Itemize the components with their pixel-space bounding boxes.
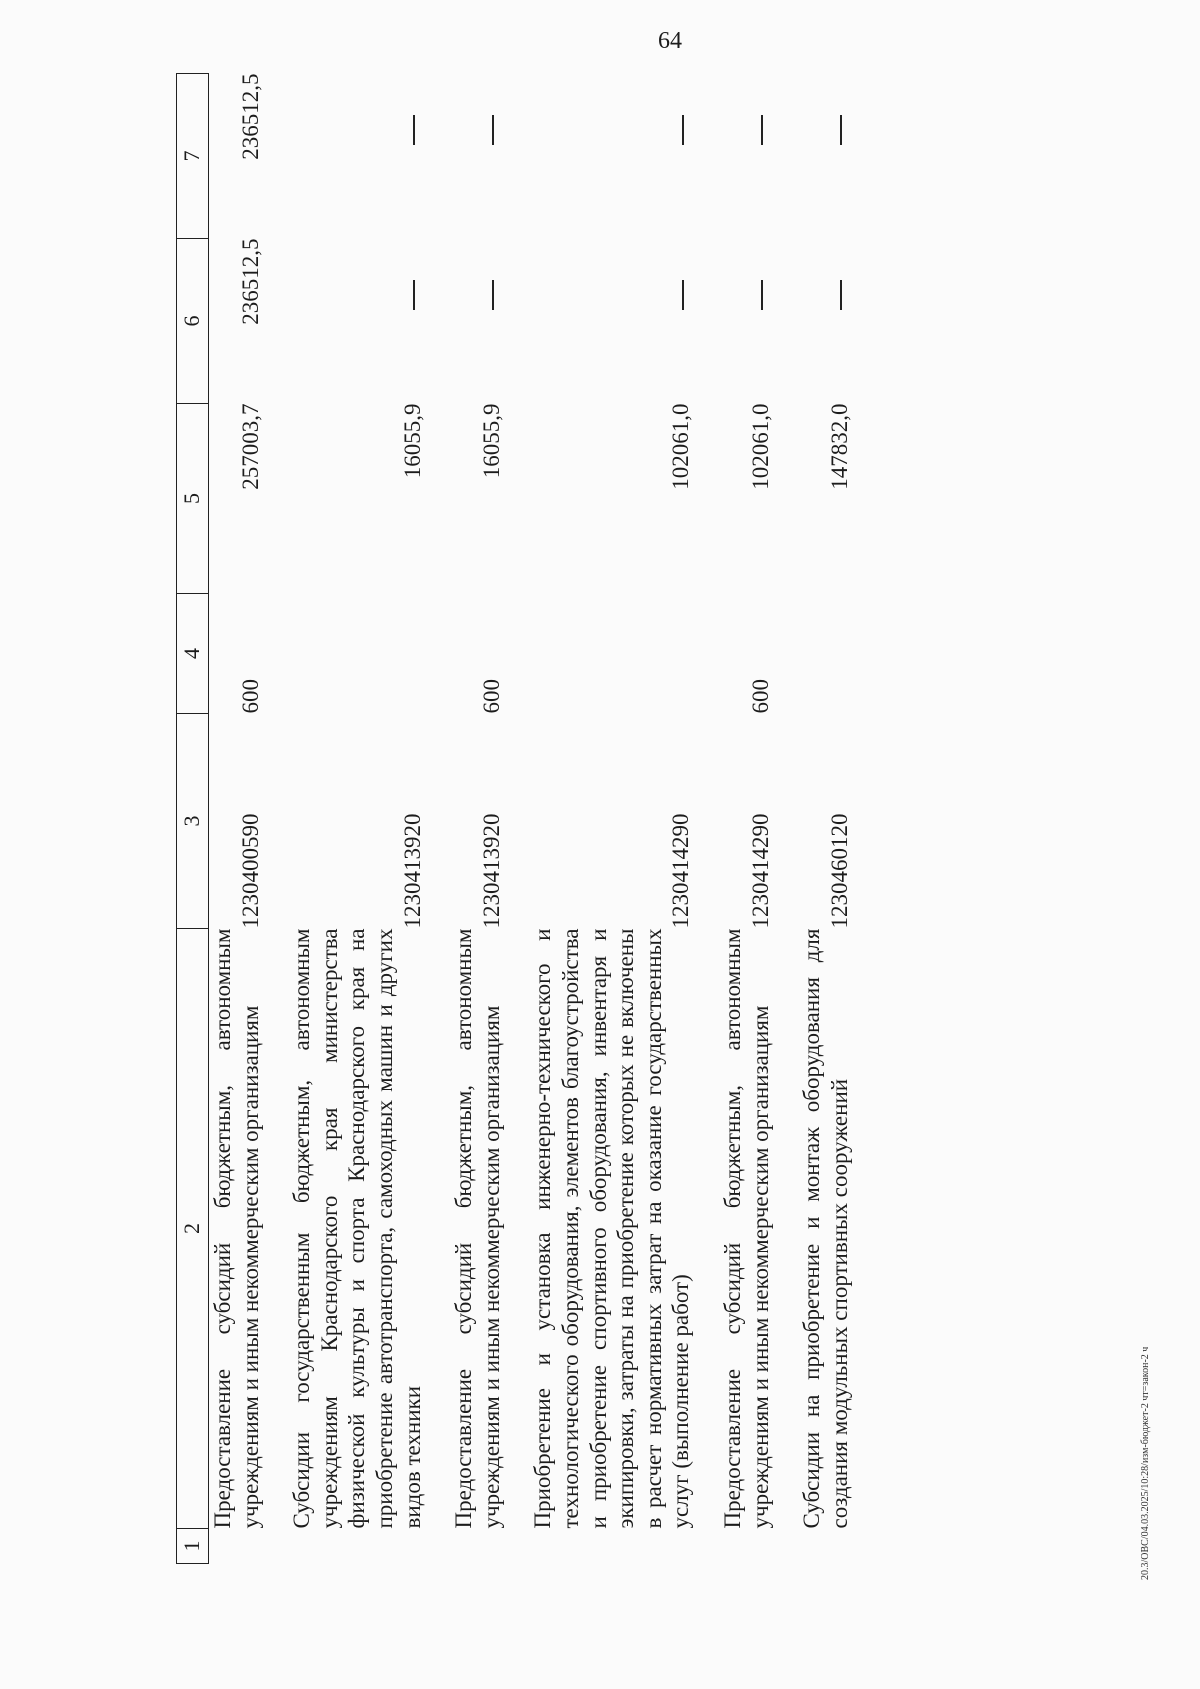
- row-type: 600: [478, 679, 504, 714]
- page-number: 64: [658, 28, 682, 54]
- dash-mark: [492, 116, 494, 146]
- row-amount-7: [529, 74, 695, 239]
- row-amount-7: [288, 74, 426, 239]
- rotated-table-container: [176, 74, 1066, 1564]
- row-code: 1230413920: [478, 813, 504, 929]
- dash-mark: [492, 281, 494, 311]
- row-description: Субсидии на приобретение и монтаж оборудования для создания модульных спортивных сооружений: [799, 928, 852, 1529]
- row-type: [798, 594, 853, 714]
- table-row: [719, 74, 774, 1564]
- column-header: 2: [177, 929, 209, 1529]
- row-amount-5: 102061,0: [668, 403, 694, 490]
- row-amount-6: [719, 239, 774, 404]
- dash-mark: [682, 281, 684, 311]
- table-row: [288, 74, 426, 1564]
- table-header-row: [177, 74, 209, 1564]
- row-code: 1230400590: [237, 813, 263, 929]
- table-row: [450, 74, 505, 1564]
- dash-mark: [413, 281, 415, 311]
- row-code: 1230414290: [668, 813, 694, 929]
- dash-mark: [413, 116, 415, 146]
- row-amount-5: 147832,0: [826, 403, 852, 490]
- row-amount-7: [719, 74, 774, 239]
- column-header: 6: [177, 239, 209, 404]
- row-amount-5: 102061,0: [747, 403, 773, 490]
- column-header: 5: [177, 404, 209, 594]
- row-amount-7: [450, 74, 505, 239]
- row-type: [288, 594, 426, 714]
- row-amount-5: 16055,9: [478, 403, 504, 479]
- row-amount-6: 236512,5: [237, 238, 263, 325]
- row-amount-6: [529, 239, 695, 404]
- document-footer-code: 20.3/ОВС/04.03.2025/10:28/изм-бюджет-2 чт=закон-2 ч: [1140, 1346, 1151, 1580]
- budget-table: [176, 73, 853, 1564]
- dash-mark: [761, 116, 763, 146]
- row-amount-7: [798, 74, 853, 239]
- dash-mark: [840, 281, 842, 311]
- row-amount-6: [288, 239, 426, 404]
- column-header: 1: [177, 1529, 209, 1564]
- column-header: 7: [177, 74, 209, 239]
- row-type: 600: [747, 679, 773, 714]
- row-amount-7: 236512,5: [237, 73, 263, 160]
- row-amount-5: 16055,9: [399, 403, 425, 479]
- table-row: [209, 74, 265, 1564]
- dash-mark: [682, 116, 684, 146]
- row-description: Субсидии государственным бюджетным, автономным учреждениям Краснодарского края министерства физической культуры и спорта Краснодарского края на приобретение автотранспорта, самоходных машин и других видов техники: [289, 928, 425, 1529]
- table-row: [798, 74, 853, 1564]
- row-amount-6: [450, 239, 505, 404]
- row-code: 1230413920: [399, 813, 425, 929]
- row-type: [529, 594, 695, 714]
- column-header: 4: [177, 594, 209, 714]
- row-description: Предоставление субсидий бюджетным, автономным учреждениям и иным некоммерческим организациям: [451, 928, 504, 1529]
- row-code: 1230460120: [826, 813, 852, 929]
- column-header: 3: [177, 714, 209, 929]
- row-amount-6: [798, 239, 853, 404]
- row-description: Предоставление субсидий бюджетным, автономным учреждениям и иным некоммерческим организациям: [719, 928, 773, 1529]
- row-code: 1230414290: [747, 813, 773, 929]
- row-amount-5: 257003,7: [237, 403, 263, 490]
- dash-mark: [761, 281, 763, 311]
- table-row: [529, 74, 695, 1564]
- row-type: 600: [237, 679, 263, 714]
- row-description: Предоставление субсидий бюджетным, автономным учреждениям и иным некоммерческим организациям: [210, 928, 263, 1529]
- row-description: Приобретение и установка инженерно-технического и технологического оборудования, элементов благоустройства и приобретение спортивного оборудования, инвентаря и экипировки, затраты на приобретение которых не включены в расчет нормативных затрат на оказание государственных услуг (выполнение работ): [530, 928, 694, 1529]
- dash-mark: [840, 116, 842, 146]
